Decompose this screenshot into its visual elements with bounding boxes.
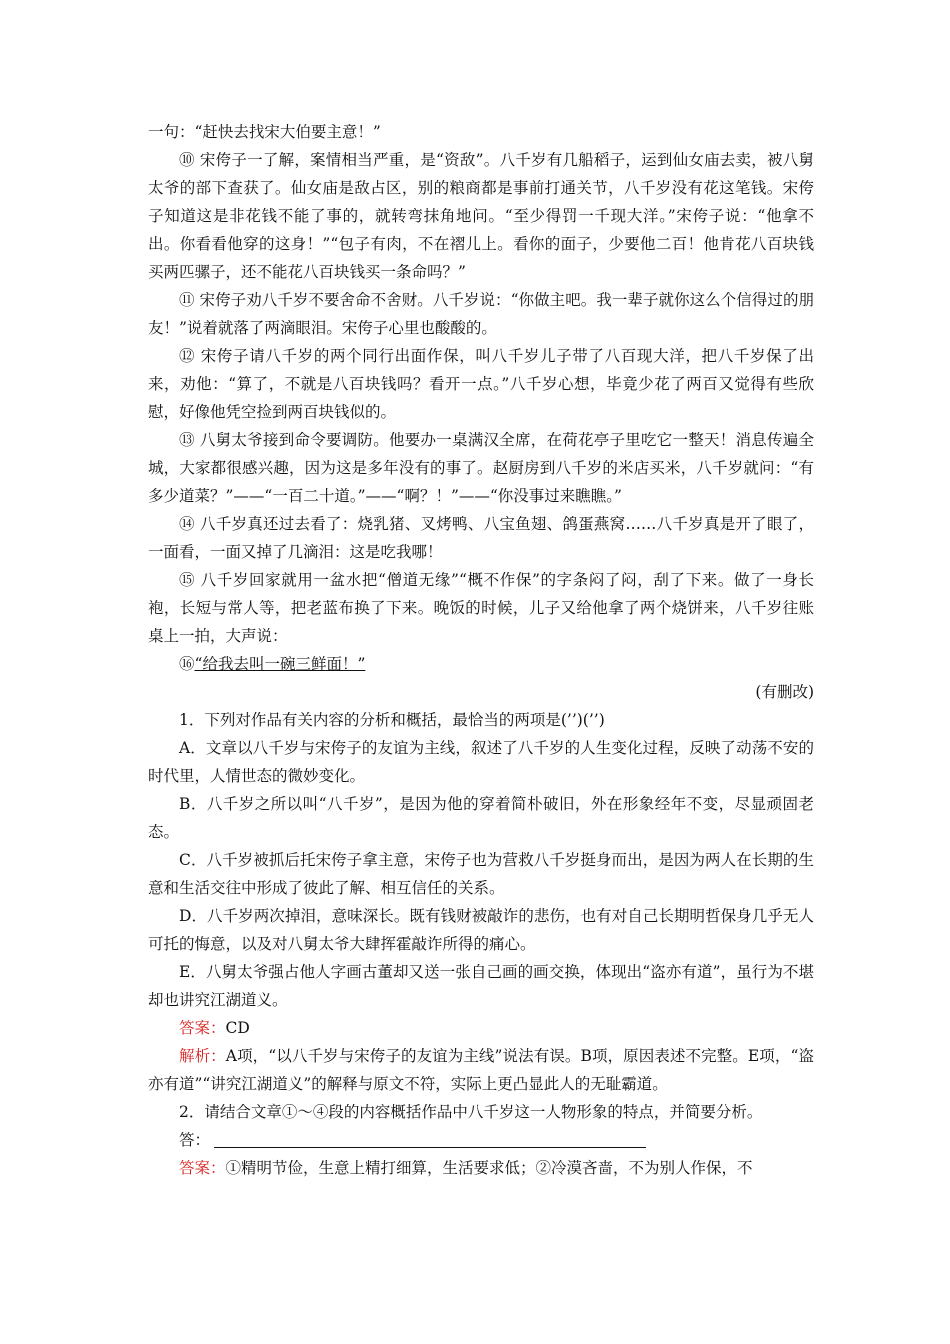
answer-blank-line[interactable] (214, 1129, 646, 1148)
source-note: (有删改) (755, 683, 814, 701)
question-2: 2．请结合文章①～④段的内容概括作品中八千岁这一人物形象的特点，并简要分析。 (179, 1103, 763, 1121)
paragraph-11: ⑪ 宋侉子劝八千岁不要舍命不舍财。八千岁说：“你做主吧。我一辈子就你这么个信得过的朋友！”说着就落了两滴眼泪。宋侉子心里也酸酸的。 (148, 291, 814, 337)
question-1: 1．下列对作品有关内容的分析和概括，最恰当的两项是(’’)(’’) (179, 711, 605, 729)
document-body (148, 118, 814, 1182)
option-e: E．八舅太爷强占他人字画古董却又送一张自己画的画交换，体现出“盗亦有道”，虽行为不堪却也讲究江湖道义。 (148, 963, 814, 1009)
answer-2 (148, 1154, 814, 1182)
analysis-1 (148, 1042, 814, 1098)
paragraph-16-number: ⑯ (179, 655, 195, 673)
answer-2-prompt (148, 1126, 814, 1154)
answer-1 (148, 1014, 814, 1042)
paragraph-16-text: “给我去叫一碗三鲜面！” (194, 655, 366, 673)
analysis-1-text: A项，“以八千岁与宋侉子的友谊为主线”说法有误。B项，原因表述不完整。E项，“盗亦有道”“讲究江湖道义”的解释与原文不符，实际上更凸显此人的无耻霸道。 (148, 1047, 814, 1093)
paragraph-continuation: 一句：“赶快去找宋大伯要主意！” (148, 123, 381, 141)
paragraph-13: ⑬ 八舅太爷接到命令要调防。他要办一桌满汉全席，在荷花亭子里吃它一整天！消息传遍全城，大家都很感兴趣，因为这是多年没有的事了。赵厨房到八千岁的米店买米，八千岁就问：“有多少道菜？”——“一百二十道。”——“啊？！”——“你没事过来瞧瞧。” (148, 431, 814, 505)
answer-1-value: CD (225, 1019, 250, 1037)
answer-2-text: ①精明节俭，生意上精打细算，生活要求低；②冷漠吝啬，不为别人作保，不 (225, 1159, 753, 1177)
paragraph-16 (148, 650, 814, 678)
answer-label: 答案： (179, 1019, 226, 1037)
option-d: D．八千岁两次掉泪，意味深长。既有钱财被敲诈的悲伤，也有对自己长期明哲保身几乎无人可托的悔意，以及对八舅太爷大肆挥霍敲诈所得的痛心。 (148, 907, 814, 953)
paragraph-12: ⑫ 宋侉子请八千岁的两个同行出面作保，叫八千岁儿子带了八百现大洋，把八千岁保了出来，劝他：“算了，不就是八百块钱吗？看开一点。”八千岁心想，毕竟少花了两百又觉得有些欣慰，好像他凭空捡到两百块钱似的。 (148, 347, 814, 421)
answer-2-label: 答案： (179, 1159, 226, 1177)
paragraph-14: ⑭ 八千岁真还过去看了：烧乳猪、叉烤鸭、八宝鱼翅、鸽蛋燕窝……八千岁真是开了眼了，一面看，一面又掉了几滴泪：这是吃我哪！ (148, 515, 814, 561)
analysis-label: 解析： (179, 1047, 226, 1065)
option-b: B．八千岁之所以叫“八千岁”，是因为他的穿着简朴破旧，外在形象经年不变，尽显顽固老态。 (148, 795, 814, 841)
paragraph-10: ⑩ 宋侉子一了解，案情相当严重，是“资敌”。八千岁有几船稻子，运到仙女庙去卖，被八舅太爷的部下查获了。仙女庙是敌占区，别的粮商都是事前打通关节，八千岁没有花这笔钱。宋侉子知道这是非花钱不能了事的，就转弯抹角地问。“至少得罚一千现大洋。”宋侉子说：“他拿不出。你看看他穿的这身！”“包子有肉，不在褶儿上。看你的面子，少要他二百！他肯花八百块钱买两匹骡子，还不能花八百块钱买一条命吗？” (148, 151, 814, 281)
answer-prompt-label: 答： (179, 1131, 211, 1149)
option-a: A．文章以八千岁与宋侉子的友谊为主线，叙述了八千岁的人生变化过程，反映了动荡不安的时代里，人情世态的微妙变化。 (148, 739, 814, 785)
option-c: C．八千岁被抓后托宋侉子拿主意，宋侉子也为营救八千岁挺身而出，是因为两人在长期的生意和生活交往中形成了彼此了解、相互信任的关系。 (148, 851, 814, 897)
paragraph-15: ⑮ 八千岁回家就用一盆水把“僧道无缘”“概不作保”的字条闷了闷，刮了下来。做了一身长袍，长短与常人等，把老蓝布换了下来。晚饭的时候，儿子又给他拿了两个烧饼来，八千岁往账桌上一拍，大声说： (148, 571, 814, 645)
